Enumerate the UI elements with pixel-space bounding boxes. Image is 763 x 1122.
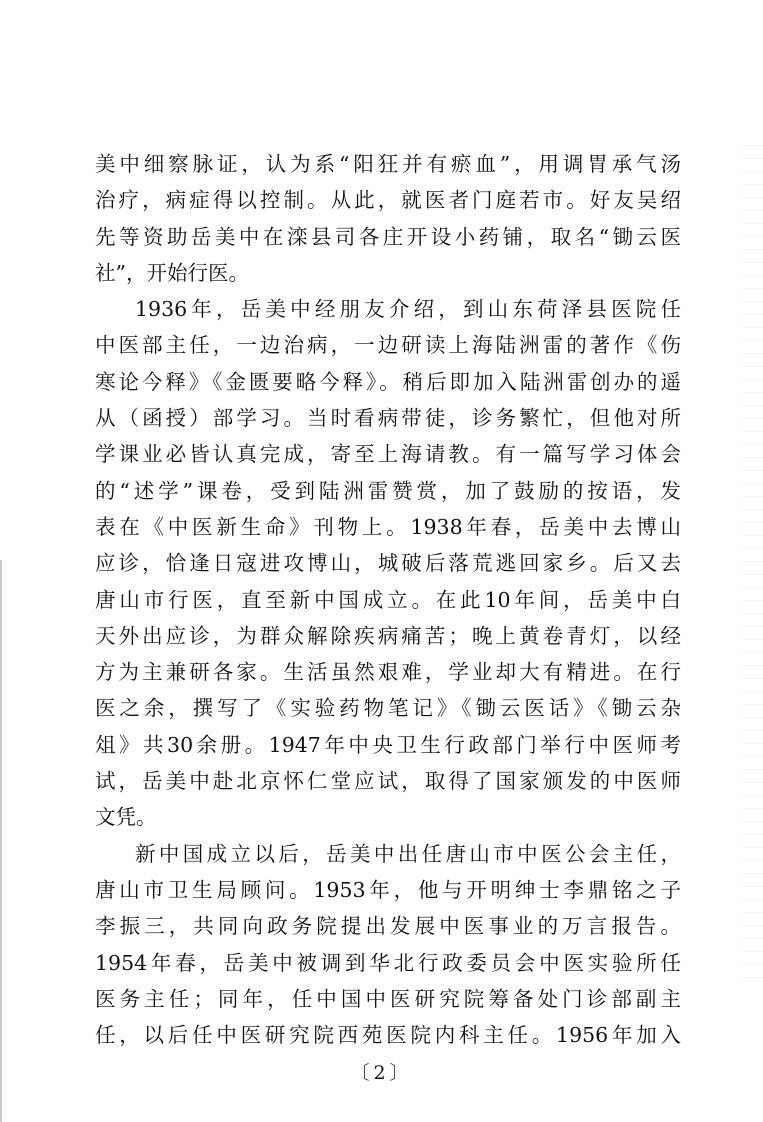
text-line: 的“述学”课卷，受到陆洲雷赞赏，加了鼓励的按语，发 bbox=[95, 478, 681, 503]
text-line: 医务主任；同年，任中国中医研究院筹备处门诊部副主 bbox=[95, 986, 681, 1011]
text-line: 学课业必皆认真完成，寄至上海请教。有一篇写学习体会 bbox=[95, 442, 681, 467]
text-line: 唐山市卫生局顾问。1953年，他与开明绅士李鼎铭之子 bbox=[95, 877, 681, 902]
text-line: 美中细察脉证，认为系“阳狂并有瘀血”，用调胃承气汤 bbox=[95, 152, 681, 176]
text-line: 俎》共30余册。1947年中央卫生行政部门举行中医师考 bbox=[95, 732, 681, 757]
text-line: 1954年春，岳美中被调到华北行政委员会中医实验所任 bbox=[95, 950, 681, 975]
text-line: 新中国成立以后，岳美中出任唐山市中医公会主任， bbox=[135, 841, 681, 866]
text-line: 任，以后任中医研究院西苑医院内科主任。1956年加入 bbox=[95, 1023, 681, 1048]
text-line: 唐山市行医，直至新中国成立。在此10年间，岳美中白 bbox=[95, 587, 681, 612]
text-line: 寒论今释》《金匮要略今释》。稍后即加入陆洲雷创办的遥 bbox=[95, 369, 681, 394]
body-text bbox=[95, 146, 681, 1053]
text-line: 方为主兼研各家。生活虽然艰难，学业却大有精进。在行 bbox=[95, 660, 681, 685]
page-number: 〔2〕 bbox=[350, 1062, 413, 1084]
text-line: 治疗，病症得以控制。从此，就医者门庭若市。好友吴绍 bbox=[95, 188, 681, 213]
text-line: 文凭。 bbox=[95, 805, 157, 830]
text-line: 从（函授）部学习。当时看病带徒，诊务繁忙，但他对所 bbox=[95, 406, 681, 431]
text-line: 李振三，共同向政务院提出发展中医事业的万言报告。 bbox=[95, 914, 681, 939]
text-line: 试，岳美中赴北京怀仁堂应试，取得了国家颁发的中医师 bbox=[95, 769, 681, 794]
text-line: 社”，开始行医。 bbox=[95, 260, 249, 285]
scan-edge-line bbox=[0, 560, 2, 1122]
text-line: 中医部主任，一边治病，一边研读上海陆洲雷的著作《伤 bbox=[95, 333, 681, 358]
scan-noise bbox=[741, 140, 763, 980]
text-line: 1936年，岳美中经朋友介绍，到山东荷泽县医院任 bbox=[135, 297, 681, 322]
text-line: 应诊，恰逢日寇进攻博山，城破后落荒逃回家乡。后又去 bbox=[95, 551, 681, 576]
text-line: 先等资助岳美中在滦县司各庄开设小药铺，取名“锄云医 bbox=[95, 224, 681, 249]
text-line: 天外出应诊，为群众解除疾病痛苦；晚上黄卷青灯，以经 bbox=[95, 623, 681, 648]
text-line: 医之余，撰写了《实验药物笔记》《锄云医话》《锄云杂 bbox=[95, 696, 681, 721]
text-line: 表在《中医新生命》刊物上。1938年春，岳美中去博山 bbox=[95, 514, 681, 539]
